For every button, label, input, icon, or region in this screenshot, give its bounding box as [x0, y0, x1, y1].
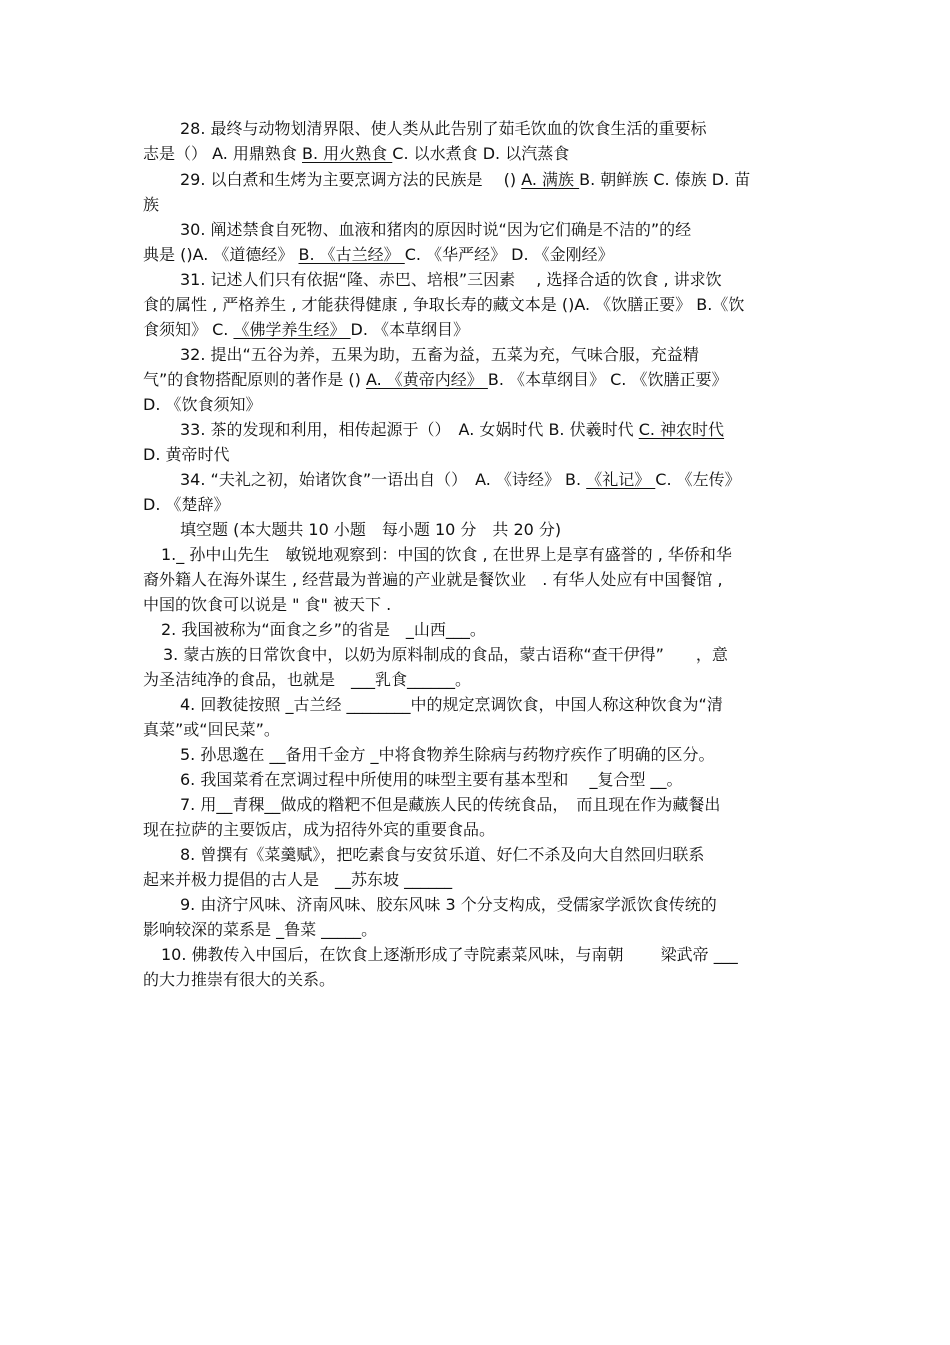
q29-line-1: [180, 168, 750, 192]
q32-text: 气”的食物搭配原则的著作是 (): [143, 370, 366, 389]
f10-line-2: 的大力推崇有很大的关系。: [143, 970, 336, 989]
q31-line-1: 31. 记述人们只有依据“隆、赤巴、培根”三因素 , 选择合适的饮食 , 讲求饮: [180, 270, 722, 289]
f9-line-2: 影响较深的菜系是 _鲁菜 _____。: [143, 920, 378, 939]
q34-answer: 《礼记》: [586, 470, 656, 489]
f1-line-1: 1._ 孙中山先生 敏锐地观察到：中国的饮食 , 在世界上是享有盛誉的 , 华侨和华: [161, 545, 732, 564]
q30-answer: B. 《古兰经》: [298, 245, 405, 264]
q29-answer: A. 满族: [521, 170, 580, 189]
q28-line-2: [143, 142, 569, 166]
f8-line-2: 起来并极力提倡的古人是 __苏东坡 ______: [143, 870, 453, 889]
f9-line-1: 9. 由济宁风味、济南风味、胶东风味 3 个分支构成，受儒家学派饮食传统的: [180, 895, 717, 914]
q32-line-2: [143, 368, 727, 392]
q31-answer: 《佛学养生经》: [233, 320, 351, 339]
f3-line-1: 3. 蒙古族的日常饮食中，以奶为原料制成的食品，蒙古语称“查干伊得” ，意: [163, 645, 728, 664]
q33-line-2: D. 黄帝时代: [143, 445, 230, 464]
q33-line-1: [180, 418, 724, 442]
f3-line-2: 为圣洁纯净的食品，也就是 ___乳食______。: [143, 670, 472, 689]
q34-text-b: C. 《左传》: [655, 470, 741, 489]
q28-text: 志是（） A. 用鼎熟食: [143, 144, 303, 163]
q30-line-1: 30. 阐述禁食自死物、血液和猪肉的原因时说“因为它们确是不洁的”的经: [180, 220, 692, 239]
f4-line-1: 4. 回教徒按照 _古兰经 ________中的规定烹调饮食，中国人称这种饮食为“清: [180, 695, 723, 714]
f10-line-1: 10. 佛教传入中国后，在饮食上逐渐形成了寺院素菜风味，与南朝 梁武帝 ___: [161, 945, 738, 964]
q31-line-2: 食的属性 , 严格养生 , 才能获得健康 , 争取长寿的藏文本是 ()A. 《饮膳正要》 B.《饮: [143, 295, 745, 314]
f5-line: 5. 孙思邈在 __备用千金方 _中将食物养生除病与药物疗疾作了明确的区分。: [180, 745, 715, 764]
q34-line-2: D. 《楚辞》: [143, 495, 230, 514]
q30-text: 典是 ()A. 《道德经》: [143, 245, 299, 264]
q32-answer: A. 《黄帝内经》: [365, 370, 488, 389]
f1-line-3: 中国的饮食可以说是 " 食" 被天下 .: [143, 595, 392, 614]
q30-text-b: C. 《华严经》 D. 《金刚经》: [404, 245, 614, 264]
q28-text-b: C. 以水煮食 D. 以汽蒸食: [392, 144, 570, 163]
q34-line-1: [180, 468, 741, 492]
q33-answer: C. 神农时代: [638, 420, 725, 439]
q32-text-b: B. 《本草纲目》 C. 《饮膳正要》: [487, 370, 728, 389]
q28-line-1: 28. 最终与动物划清界限、使人类从此告别了茹毛饮血的饮食生活的重要标: [180, 119, 707, 138]
f7-line-1: 7. 用__青稞__做成的糌粑不但是藏族人民的传统食品， 而且现在作为藏餐出: [180, 795, 721, 814]
q31-text: 食须知》 C.: [143, 320, 234, 339]
q32-line-3: D. 《饮食须知》: [143, 395, 262, 414]
f7-line-2: 现在拉萨的主要饭店，成为招待外宾的重要食品。: [143, 820, 496, 839]
q34-text: 34. “夫礼之初，始诸饮食”一语出自（） A. 《诗经》 B.: [180, 470, 587, 489]
f2-line: 2. 我国被称为“面食之乡”的省是 _山西___。: [161, 620, 486, 639]
q30-line-2: [143, 243, 614, 267]
q29-line-2: 族: [143, 195, 160, 214]
f1-line-2: 裔外籍人在海外谋生 , 经营最为普遍的产业就是餐饮业 . 有华人处应有中国餐馆 ,: [143, 570, 723, 589]
f6-line: 6. 我国菜肴在烹调过程中所使用的味型主要有基本型和 _复合型 __。: [180, 770, 683, 789]
q32-line-1: 32. 提出“五谷为养，五果为助，五畜为益，五菜为充，气味合服，充益精: [180, 345, 699, 364]
q29-text-b: B. 朝鲜族 C. 傣族 D. 苗: [579, 170, 751, 189]
q28-answer: B. 用火熟食: [302, 144, 393, 163]
f8-line-1: 8. 曾撰有《菜羹赋》，把吃素食与安贫乐道、好仁不杀及向大自然回归联系: [180, 845, 705, 864]
fill-section-header: 填空题 (本大题共 10 小题 每小题 10 分 共 20 分): [180, 520, 562, 539]
q29-text: 29. 以白煮和生烤为主要烹调方法的民族是 (): [180, 170, 522, 189]
q31-text-b: D. 《本草纲目》: [350, 320, 470, 339]
q31-line-3: [143, 318, 469, 342]
f4-line-2: 真菜”或“回民菜”。: [143, 720, 280, 739]
q33-text: 33. 茶的发现和利用，相传起源于（） A. 女娲时代 B. 伏羲时代: [180, 420, 639, 439]
